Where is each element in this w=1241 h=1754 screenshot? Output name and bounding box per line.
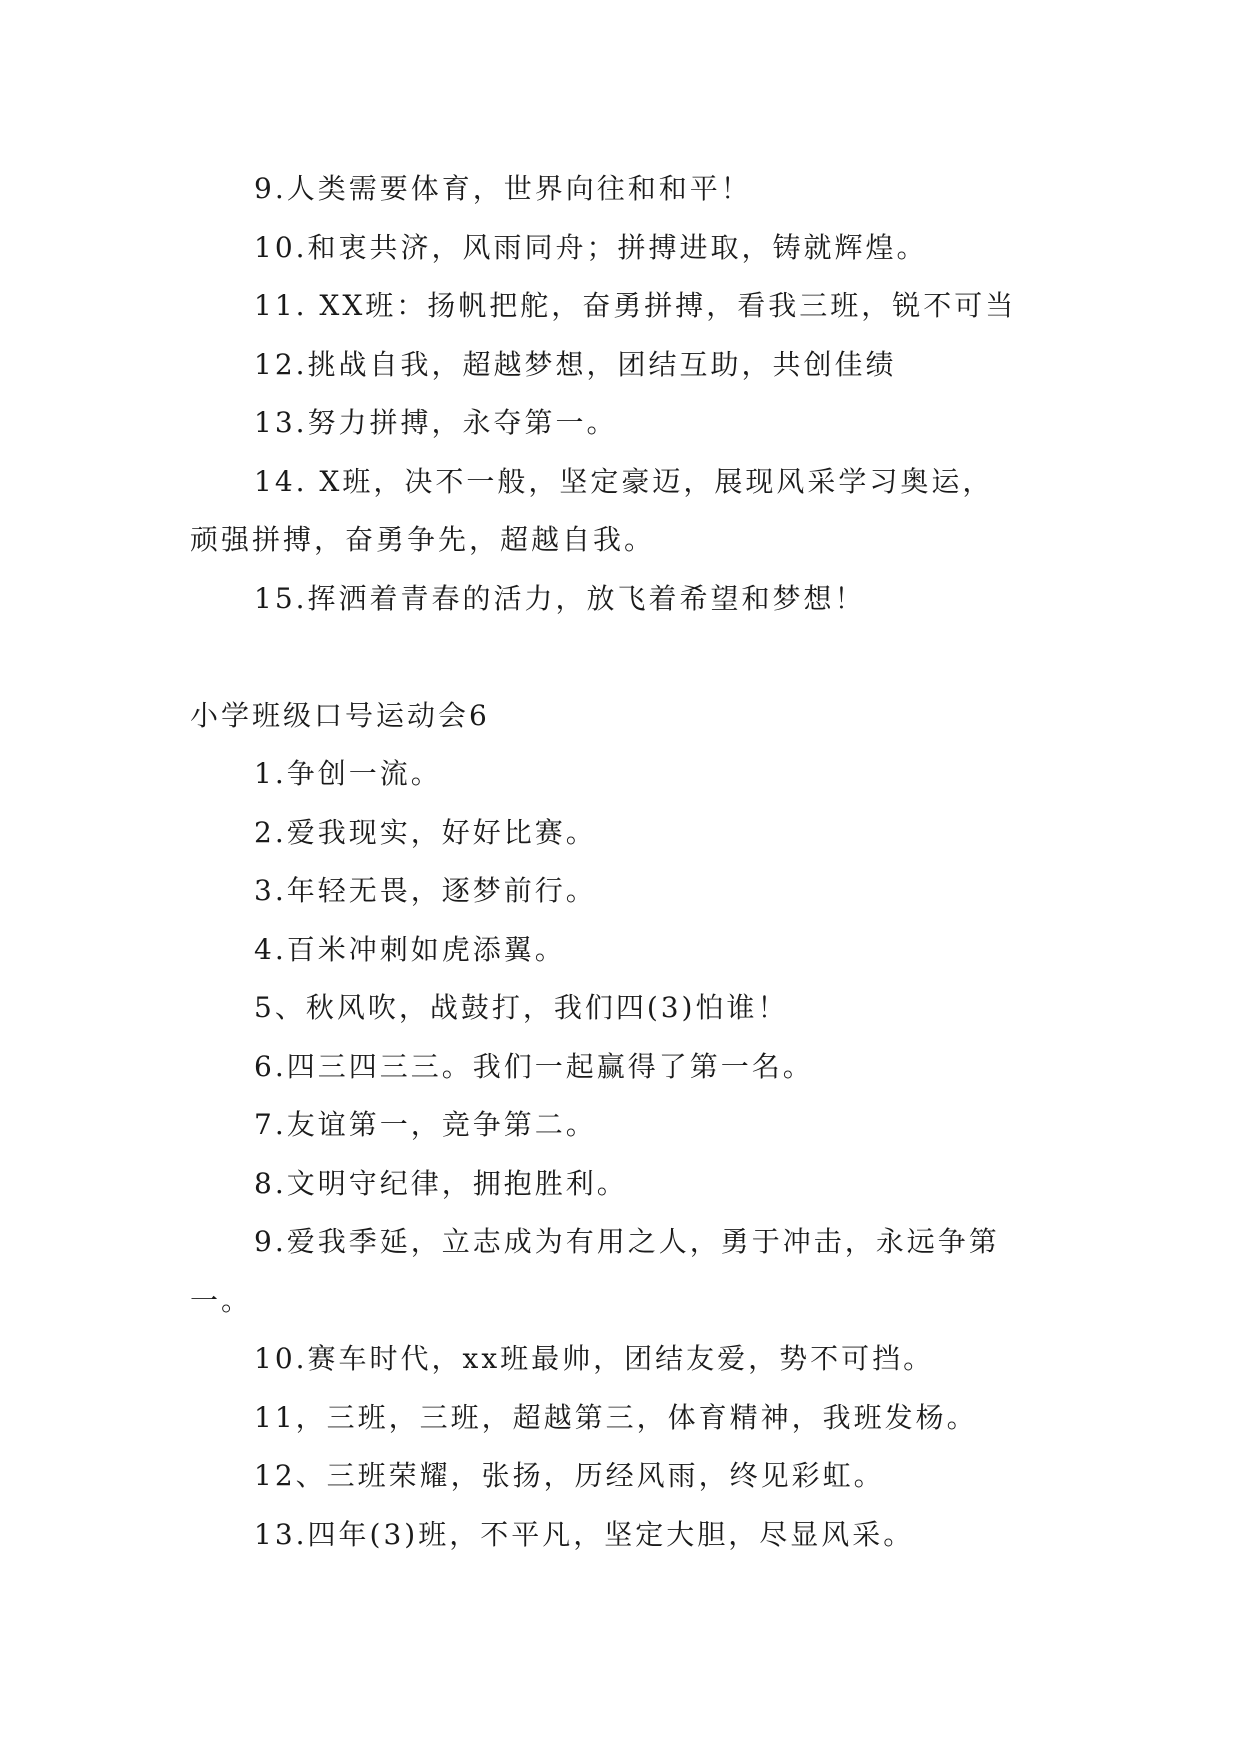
list-item: 4.百米冲刺如虎添翼。 [254,932,566,966]
list-item: 13.努力拼搏，永夺第一。 [254,406,618,439]
list-item-continuation: 一。 [190,1283,253,1317]
list-item: 11，三班，三班，超越第三，体育精神，我班发杨。 [254,1400,978,1434]
list-item: 11. XX班：扬帆把舵，奋勇拼搏，看我三班，锐不可当 [254,289,1017,322]
list-item: 2.爱我现实，好好比赛。 [254,815,597,849]
list-item: 10.赛车时代，xx班最帅，团结友爱，势不可挡。 [254,1342,935,1375]
document-body [190,160,1050,1564]
list-item: 7.友谊第一，竞争第二。 [254,1108,597,1141]
section-heading: 小学班级口号运动会6 [190,698,490,732]
list-item: 8.文明守纪律，拥抱胜利。 [254,1166,628,1200]
list-item: 5、秋风吹，战鼓打，我们四(3)怕谁！ [254,991,789,1024]
list-item: 14. X班，决不一般，坚定豪迈，展现风采学习奥运， [254,464,994,498]
list-item: 15.挥洒着青春的活力，放飞着希望和梦想！ [254,581,866,615]
list-item: 3.年轻无畏，逐梦前行。 [254,874,597,907]
list-item-continuation: 顽强拼搏，奋勇争先，超越自我。 [190,523,656,556]
list-item: 9.爱我季延，立志成为有用之人，勇于冲击，永远争第 [254,1225,1000,1258]
list-item: 9.人类需要体育，世界向往和和平！ [254,172,752,205]
list-item: 10.和衷共济，风雨同舟；拼搏进取，铸就辉煌。 [254,230,928,264]
list-item: 6.四三四三三。我们一起赢得了第一名。 [254,1049,814,1083]
list-item: 12.挑战自我，超越梦想，团结互助，共创佳绩 [254,347,897,381]
list-item: 13.四年(3)班，不平凡，坚定大胆，尽显风采。 [254,1517,915,1551]
list-item: 1.争创一流。 [254,757,442,790]
list-item: 12、三班荣耀，张扬，历经风雨，终见彩虹。 [254,1459,885,1492]
